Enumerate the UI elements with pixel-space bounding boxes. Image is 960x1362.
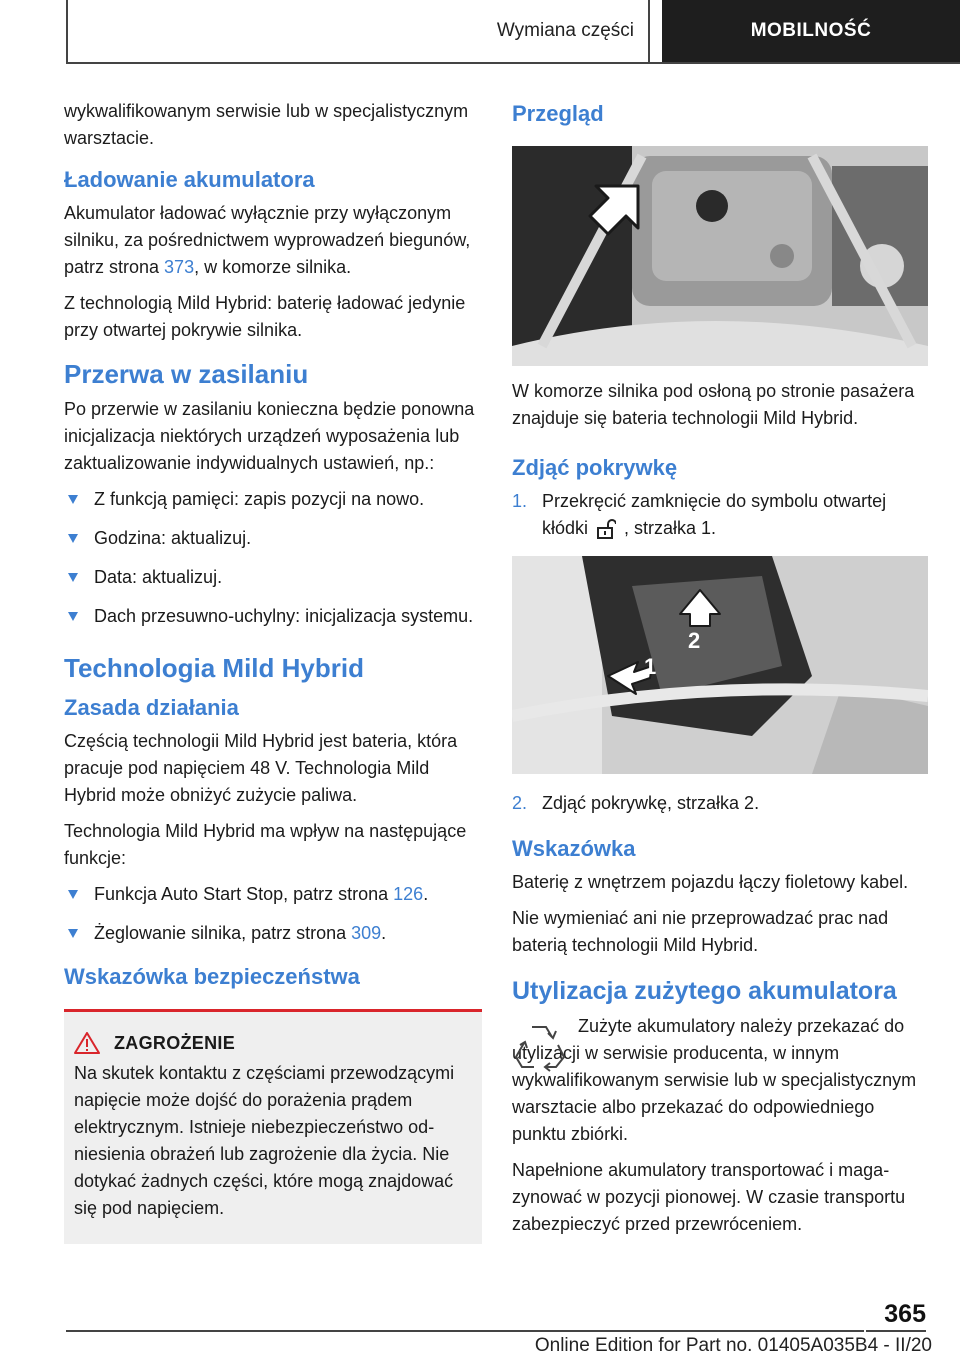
hint-text-1: Baterię z wnętrzem pojazdu łączy fioletowy kabel. [512, 872, 909, 892]
mild-list [64, 881, 482, 947]
engine-bay-photo [512, 146, 928, 366]
list-item: Z funkcją pamięci: zapis pozycji na nowo. [64, 486, 482, 513]
heading-mild-hybrid: Technologia Mild Hybrid [64, 653, 364, 683]
power-list [64, 486, 482, 630]
right-column [512, 98, 928, 1247]
list-item: Dach przesuwno-uchylny: inicjalizacja systemu. [64, 603, 482, 630]
bullet-triangle-icon [68, 929, 78, 938]
mild-text-2: Technologia Mild Hybrid ma wpływ na następujące funkcje: [64, 821, 467, 868]
heading-principle: Zasada działania [64, 695, 239, 720]
heading-disposal: Utylizacja zużytego akumulatora [512, 977, 897, 1005]
heading-power-interruption: Przerwa w zasilaniu [64, 359, 309, 389]
mild-text-1: Częścią technologii Mild Hybrid jest bateria, która pracuje pod napięciem 48 V. Technologia Mild Hybrid może obniżyć zużycie paliwa. [64, 731, 458, 805]
steps-list-2 [512, 790, 928, 817]
warning-triangle-icon [74, 1032, 100, 1054]
step-item: 2. Zdjąć pokrywkę, strzałka 2. [512, 793, 760, 813]
section-title: Wymiana części [483, 0, 650, 62]
danger-text: Na skutek kontaktu z częściami przewodzącymi napięcie może dojść do porażenia prądem elektrycznym. Istnieje niebezpieczeństwo odniesienia obrażeń lub zagrożenie dla życia. Nie dotykać żadnych części, które mogą znajdować się pod napięciem. [74, 1063, 455, 1218]
disposal-block [512, 1013, 928, 1238]
bullet-triangle-icon [68, 573, 78, 582]
footer-divider-right [866, 1330, 926, 1332]
list-item: Żeglowanie silnika, patrz strona 309. [64, 920, 482, 947]
heading-overview: Przegląd [512, 101, 604, 126]
power-text: Po przerwie w zasilaniu konieczna będzie ponowna inicjalizacja niektórych urządzeń wyposażenia lub zaktualizowanie indywidualnych ustawień, np.: [64, 399, 475, 473]
bullet-triangle-icon [68, 612, 78, 621]
heading-remove-cover: Zdjąć pokrywkę [512, 455, 678, 480]
bullet-triangle-icon [68, 495, 78, 504]
charging-text-1: Akumulator ładować wyłącznie przy wyłączonym silniku, za pośrednictwem wyprowadzeń biegunów, patrz strona 373, w komorze silnika. [64, 203, 471, 277]
list-item: Godzina: aktualizuj. [64, 525, 482, 552]
disposal-text-1: Zużyte akumulatory należy przekazać do utylizacji w serwisie producenta, w innym wykwalifikowanym serwisie lub w specjalistycznym warsztacie albo przekazać do odpowiedniego punktu zbiórki. [512, 1016, 917, 1144]
danger-label: ZAGROŻENIE [114, 1032, 236, 1053]
heading-charging: Ładowanie akumulatora [64, 167, 315, 192]
photo-label-1: 1 [644, 654, 657, 679]
footer-divider [66, 1330, 864, 1332]
step-item: 1. Przekręcić zamknięcie do symbolu otwartej kłódki , strzałka 1. [512, 488, 928, 542]
page-link-309[interactable]: 309 [351, 923, 382, 943]
charging-text-2: Z technologią Mild Hybrid: baterię ładować jedynie przy otwartej pokrywie silnika. [64, 293, 466, 340]
heading-safety: Wskazówka bezpieczeństwa [64, 964, 360, 989]
overview-caption: W komorze silnika pod osłoną po stronie pasażera znajduje się bateria technologii Mild Hybrid. [512, 381, 915, 428]
photo-label-2: 2 [688, 628, 701, 653]
page-header [66, 0, 960, 64]
page-number: 365 [884, 1300, 926, 1328]
danger-box [64, 1009, 482, 1244]
edition-text: Online Edition for Part no. 01405A035B4 - II/20 [534, 1335, 932, 1356]
list-item: Data: aktualizuj. [64, 564, 482, 591]
heading-hint: Wskazówka [512, 836, 636, 861]
disposal-text-2: Napełnione akumulatory transportować i magazynować w pozycji pionowej. W czasie transportu zabezpieczyć przed przewróceniem. [512, 1160, 906, 1234]
page-link-126[interactable]: 126 [393, 884, 424, 904]
bullet-triangle-icon [68, 890, 78, 899]
intro-text: wykwalifikowanym serwisie lub w specjalistycznym warsztacie. [64, 101, 469, 148]
bullet-triangle-icon [68, 534, 78, 543]
chapter-title: MOBILNOŚĆ [662, 0, 960, 62]
battery-cover-photo [512, 556, 928, 774]
left-column [64, 98, 482, 1244]
recycling-icon [512, 1019, 566, 1073]
hint-text-2: Nie wymieniać ani nie przeprowadzać prac nad baterią technologii Mild Hybrid. [512, 908, 889, 955]
list-item: Funkcja Auto Start Stop, patrz strona 126. [64, 881, 482, 908]
page-link-373[interactable]: 373 [164, 257, 195, 277]
open-lock-icon [596, 518, 616, 540]
steps-list [512, 488, 928, 542]
